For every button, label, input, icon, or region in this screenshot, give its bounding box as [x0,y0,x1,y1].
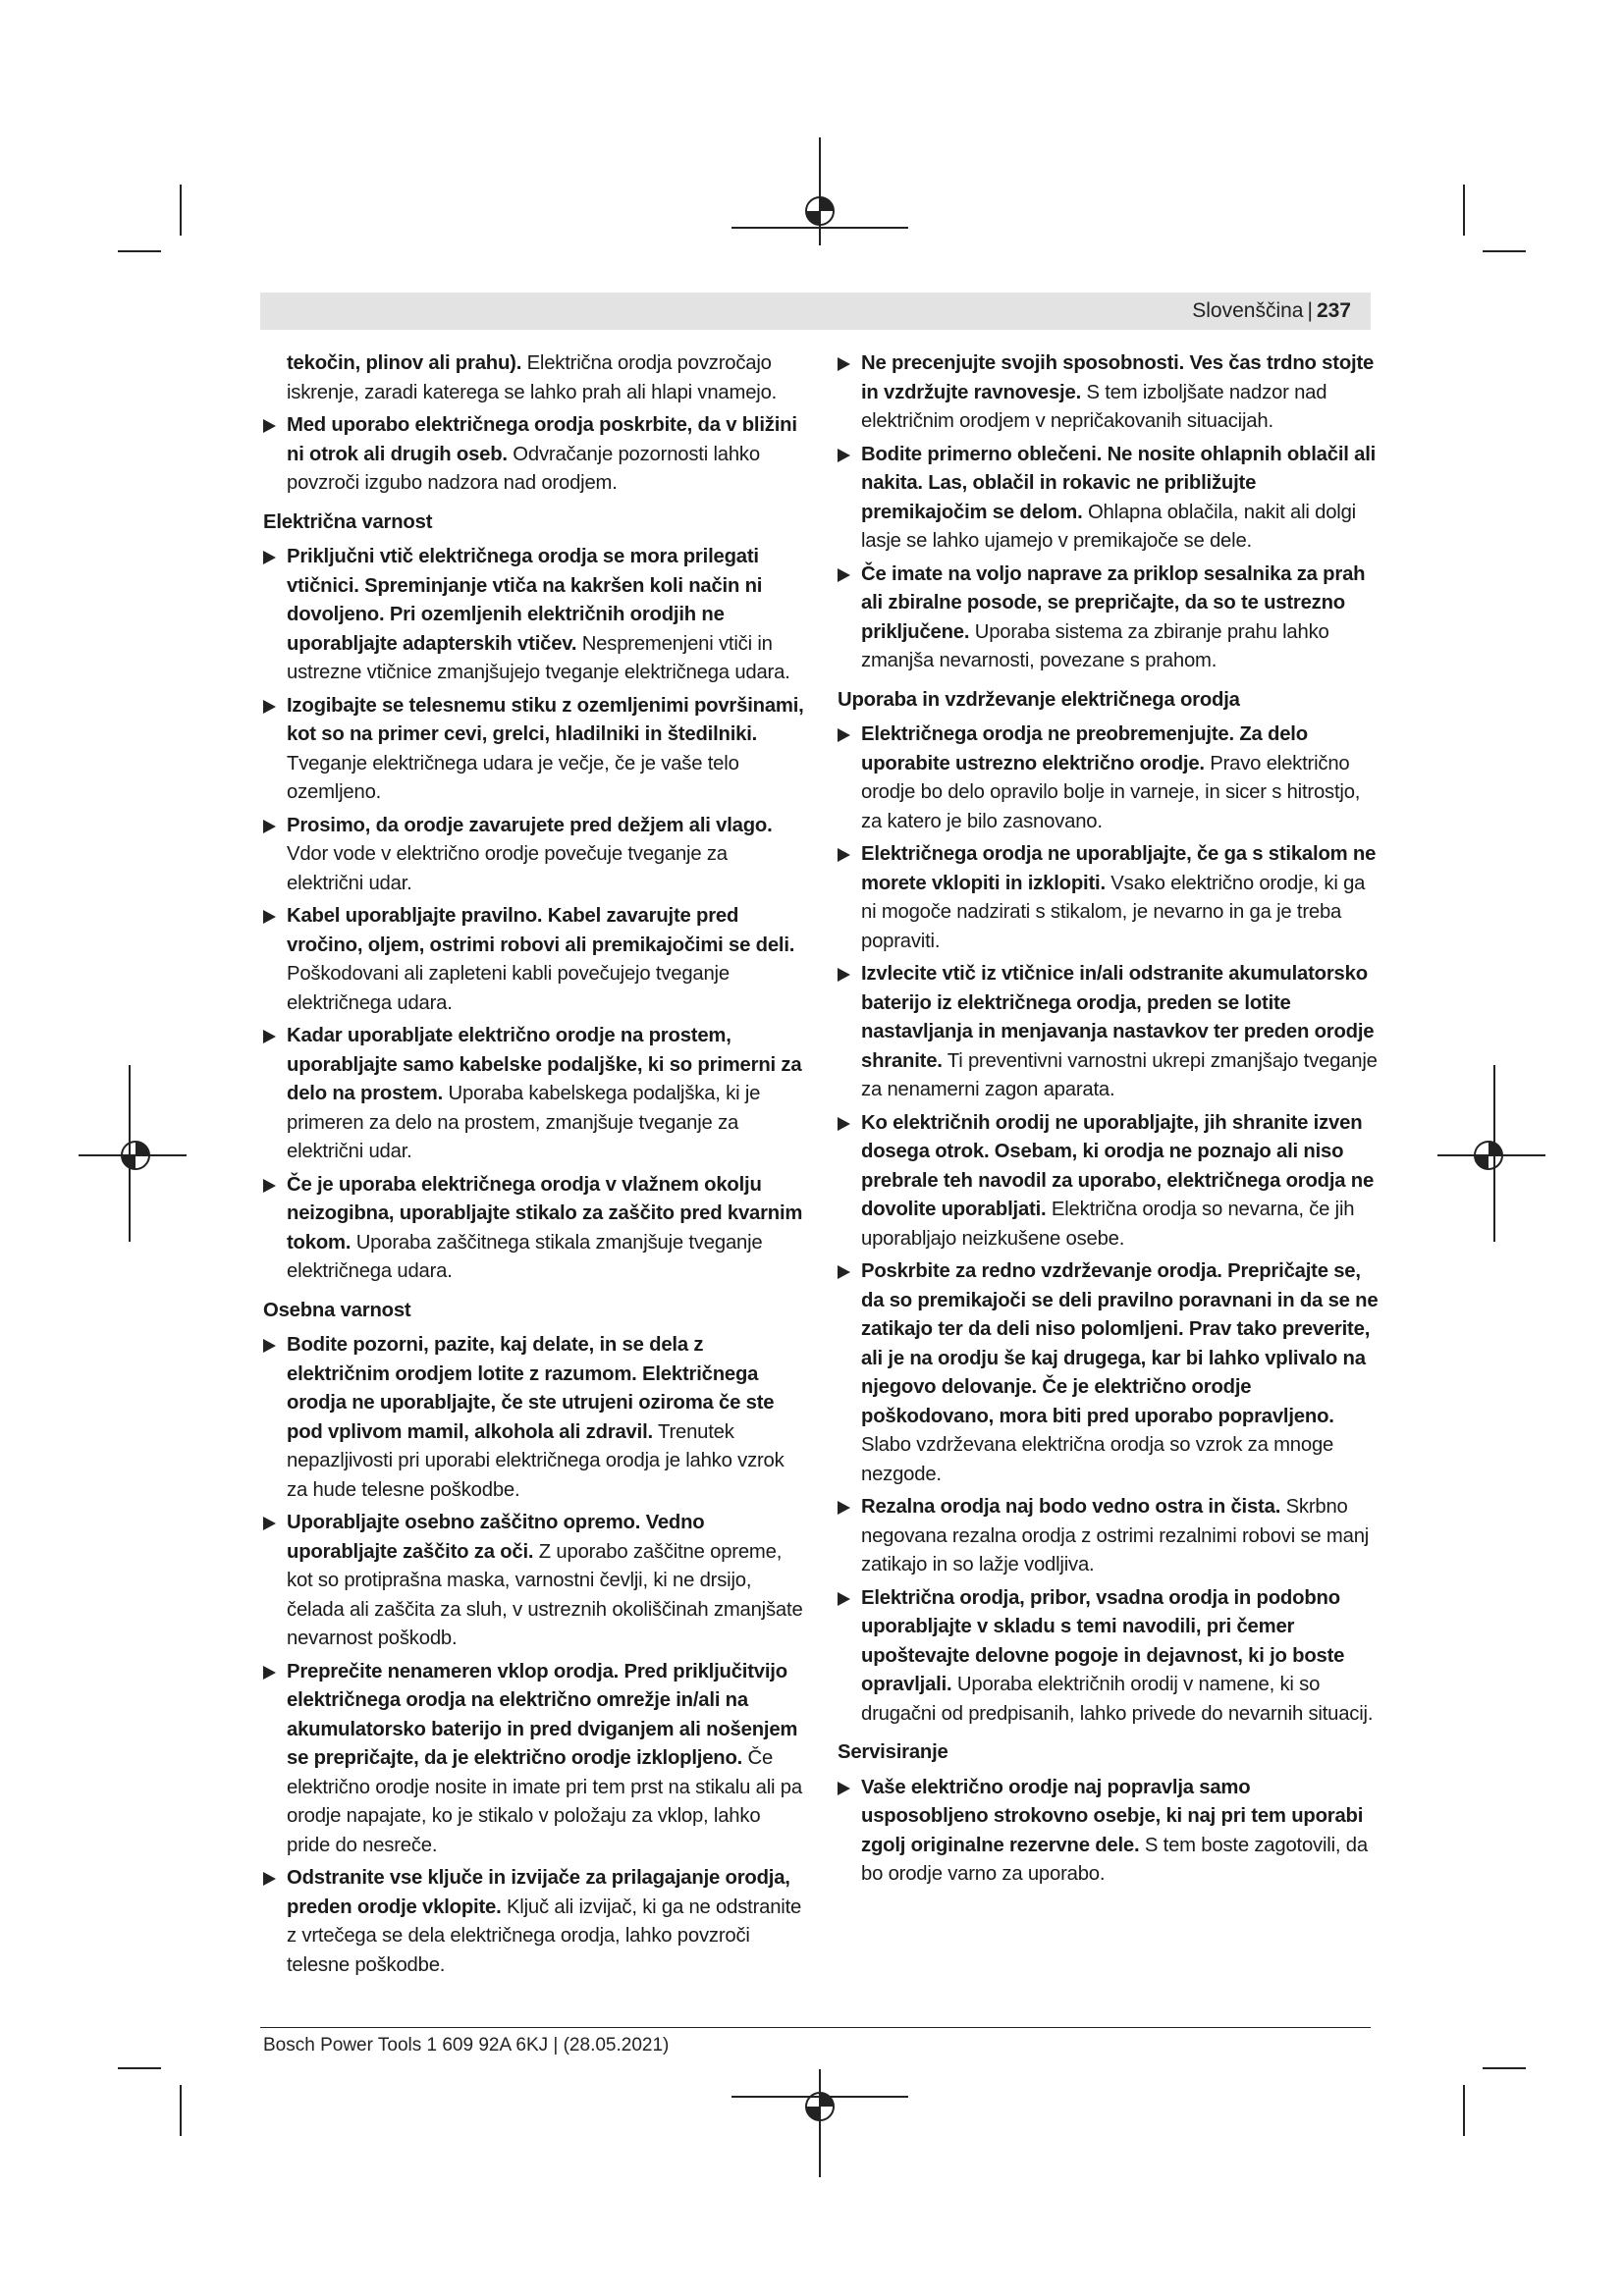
right-column [838,349,1382,1894]
left-intro-items [263,411,808,499]
body-text: Če električno orodje nosite in imate pri tem prst na stikalu ali pa orodje napajate, ko je stikalo v položaju za vklop, lahko pride do nesreče. [287,1747,802,1856]
bullet-arrow-icon [263,1666,276,1680]
bullet-arrow-icon [263,1179,276,1193]
footer-text: Bosch Power Tools 1 609 92A 6KJ | (28.05.2021) [263,2035,670,2056]
body-text: Električna orodja so nevarna, če jih uporabljajo neizkušene osebe. [861,1199,1355,1250]
bold-lead: Poskrbite za redno vzdrževanje orodja. Prepričajte se, da so premikajoči se deli pravilno poravnani in da se ne zatikajo ter da deli niso polomljeni. Prav tako preverite, ali je na orodju še kaj drugega, kar bi lahko vplivalo na njegovo delovanje. Če je električno orodje poškodovano, mora biti pred uporabo popravljeno. [861,1260,1379,1427]
body-text: Uporaba kabelskega podaljška, ki je primeren za delo na prostem, zmanjšuje tveganje za električni udar. [287,1083,761,1162]
registration-mark-left [79,1065,187,1242]
crop-mark [1463,2085,1465,2136]
bullet-item [263,692,808,808]
bullet-item [263,1171,808,1287]
body-text: Uporaba zaščitnega stikala zmanjšuje tveganje električnega udara. [287,1231,763,1282]
bold-lead: Priključni vtič električnega orodja se mora prilegati vtičnici. Spreminjanje vtiča na kakršen koli način ni dovoljeno. Pri ozemljenih električnih orodjih ne uporabljajte adapterskih vtičev. [287,546,763,655]
bold-lead: Rezalna orodja naj bodo vedno ostra in čista. [861,1496,1281,1518]
personal-items [263,1331,808,1980]
bullet-arrow-icon [263,1339,276,1353]
section-heading-electric: Električna varnost [263,510,433,533]
bold-lead: Preprečite nenameren vklop orodja. Pred priključitvijo električnega orodja na električno omrežje in/ali na akumulatorsko baterijo in pred dviganjem ali nošenjem se prepričajte, da je električno orodje izklopljeno. [287,1660,798,1769]
bold-lead: Kabel uporabljajte pravilno. Kabel zavarujte pred vročino, oljem, ostrimi robovi ali premikajočimi se deli. [287,905,795,956]
body-text: Pravo električno orodje bo delo opravilo bolje in varneje, in sicer s hitrostjo, za katero je bilo zasnovano. [861,752,1361,832]
bold-lead: Vaše električno orodje naj popravlja samo usposobljeno strokovno osebje, ki naj pri tem uporabi zgolj originalne rezervne dele. [861,1776,1364,1856]
header-label [1192,298,1351,324]
use-items [838,721,1382,1729]
body-text: Vsako električno orodje, ki ga ni mogoče nadzirati s stikalom, je nevarno in ga je treba popraviti. [861,872,1366,952]
bold-lead: Prosimo, da orodje zavarujete pred dežjem ali vlago. [287,814,773,836]
bullet-item [838,441,1382,557]
bullet-item [263,902,808,1018]
bullet-item [838,840,1382,956]
bullet-item [263,1864,808,1980]
section-heading-use: Uporaba in vzdrževanje električnega orodja [838,688,1240,711]
bullet-item [263,543,808,688]
body-text: Ohlapna oblačila, nakit ali dolgi lasje se lahko ujamejo v premikajoče se dele. [861,501,1356,552]
left-column [263,349,808,1984]
body-text: Uporaba električnih orodij v namene, ki so drugačni od predpisanih, lahko privede do nevarnih situacij. [861,1674,1374,1725]
body-text: Električna orodja povzročajo iskrenje, zaradi katerega se lahko prah ali hlapi vnamejo. [287,352,778,403]
body-text: Odvračanje pozornosti lahko povzroči izgubo nadzora nad orodjem. [287,443,760,494]
bullet-arrow-icon [263,551,276,564]
body-text: Tveganje električnega udara je večje, če je vaše telo ozemljeno. [287,752,739,803]
paragraph [287,349,808,407]
bullet-arrow-icon [838,1501,850,1515]
bullet-item [263,1331,808,1505]
bullet-item [263,411,808,499]
bullet-item [838,1109,1382,1255]
bullet-item [263,812,808,899]
section-heading-service: Servisiranje [838,1741,948,1763]
bold-lead: Električnega orodja ne uporabljajte, če ga s stikalom ne morete vklopiti in izklopiti. [861,843,1377,894]
bullet-item [838,960,1382,1105]
bullet-arrow-icon [838,1782,850,1795]
body-text: S tem boste zagotovili, da bo orodje varno za uporabo. [861,1834,1368,1885]
crop-mark [1483,250,1526,252]
registration-mark-bottom [731,2069,908,2177]
header-separator: | [1307,299,1313,322]
bold-lead: Uporabljajte osebno zaščitno opremo. Vedno uporabljajte zaščito za oči. [287,1512,705,1563]
bold-lead: Električnega orodja ne preobremenjujte. Za delo uporabite ustrezno električno orodje. [861,723,1308,774]
body-text: Vdor vode v električno orodje povečuje tveganje za električni udar. [287,843,728,894]
bullet-arrow-icon [838,1592,850,1606]
bullet-arrow-icon [838,728,850,742]
bold-lead: Električna orodja, pribor, vsadna orodja in podobno uporabljajte v skladu s temi navodili, pri čemer upoštevajte delovne pogoje in dejavnost, ki jo boste opravljali. [861,1586,1345,1695]
electric-items [263,543,808,1287]
crop-mark [1463,185,1465,236]
bullet-arrow-icon [838,568,850,582]
bullet-arrow-icon [263,820,276,833]
bold-lead: Kadar uporabljate električno orodje na prostem, uporabljajte samo kabelske podaljške, ki so primerni za delo na prostem. [287,1025,802,1104]
crop-mark [1483,2067,1526,2069]
bold-lead: Izvlecite vtič iz vtičnice in/ali odstranite akumulatorsko baterijo iz električnega orodja, preden se lotite nastavljanja in menjavanja nastavkov ter preden orodje shranite. [861,963,1375,1072]
crop-mark [180,185,182,236]
bullet-arrow-icon [263,1517,276,1530]
bullet-item [838,1493,1382,1580]
body-text: Poškodovani ali zapleteni kabli povečujejo tveganje električnega udara. [287,963,730,1014]
body-text: Ti preventivni varnostni ukrepi zmanjšajo tveganje za nenamerni zagon aparata. [861,1049,1378,1100]
bold-lead: Ko električnih orodij ne uporabljajte, jih shranite izven dosega otrok. Osebam, ki orodja ne poznajo ali niso prebrale teh navodil za uporabo, električnega orodja ne dovolite uporabljati. [861,1111,1375,1220]
bold-lead: Odstranite vse ključe in izvijače za prilagajanje orodja, preden orodje vklopite. [287,1867,790,1918]
right-intro-items [838,349,1382,676]
crop-mark [180,2085,182,2136]
bullet-arrow-icon [263,700,276,714]
bullet-item [263,1658,808,1861]
bullet-item [838,561,1382,676]
bold-lead: Če imate na voljo naprave za priklop sesalnika za prah ali zbiralne posode, se prepričajte, da so te ustrezno priključene. [861,562,1366,643]
body-text: Trenutek nepazljivosti pri uporabi električnega orodja je lahko vzrok za hude telesne poškodbe. [287,1420,785,1501]
body-text: Z uporabo zaščitne opreme, kot so protiprašna maska, varnostni čevlji, ki ne drsijo, čelada ali zaščita za sluh, v ustreznih okoliščinah zmanjšate nevarnost poškodb. [287,1540,803,1649]
section-heading-personal: Osebna varnost [263,1299,411,1321]
bullet-item [838,1584,1382,1730]
bullet-arrow-icon [263,1030,276,1043]
body-text: Skrbno negovana rezalna orodja z ostrimi rezalnimi robovi se manj zatikajo in so lažje vodljiva. [861,1496,1370,1575]
body-text: Uporaba sistema za zbiranje prahu lahko zmanjša nevarnosti, povezane s prahom. [861,620,1329,671]
bold-lead: Ne precenjujte svojih sposobnosti. Ves čas trdno stojte in vzdržujte ravnovesje. [861,352,1375,403]
bullet-arrow-icon [838,848,850,862]
bold-lead: tekočin, plinov ali prahu). [287,352,522,374]
bold-lead: Bodite pozorni, pazite, kaj delate, in se dela z električnim orodjem lotite z razumom. Električnega orodja ne uporabljajte, če ste utrujeni oziroma če ste pod vplivom mamil, alkohola ali zdravil. [287,1334,775,1443]
bullet-item [838,1774,1382,1890]
bold-lead: Med uporabo električnega orodja poskrbite, da v bližini ni otrok ali drugih oseb. [287,414,797,465]
bold-lead: Bodite primerno oblečeni. Ne nosite ohlapnih oblačil ali nakita. Las, oblačil in rokavic ne približujte premikajočim se delom. [861,443,1377,523]
left-intro [263,349,808,407]
body-text: Nespremenjeni vtiči in ustrezne vtičnice zmanjšujejo tveganje električnega udara. [287,632,790,683]
bullet-item [838,349,1382,437]
bullet-arrow-icon [838,449,850,462]
bullet-arrow-icon [263,419,276,433]
service-items [838,1774,1382,1890]
bullet-item [838,721,1382,836]
bullet-arrow-icon [838,968,850,982]
registration-mark-right [1437,1065,1545,1242]
bullet-arrow-icon [838,1265,850,1279]
bold-lead: Če je uporaba električnega orodja v vlažnem okolju neizogibna, uporabljajte stikalo za zaščito pred kvarnim tokom. [287,1173,803,1254]
bullet-arrow-icon [838,1117,850,1131]
bullet-arrow-icon [263,1872,276,1886]
bullet-item [838,1257,1382,1489]
body-text: Ključ ali izvijač, ki ga ne odstranite z vrtečega se dela električnega orodja, lahko povzroči telesne poškodbe. [287,1896,802,1976]
crop-mark [118,250,161,252]
registration-mark-top [731,137,908,245]
body-text: Slabo vzdrževana električna orodja so vzrok za mnoge nezgode. [861,1434,1334,1485]
page-header [260,293,1371,330]
bullet-item [263,1509,808,1654]
footer-rule [260,2027,1371,2028]
bullet-item [263,1022,808,1167]
crop-mark [118,2067,161,2069]
body-text: S tem izboljšate nadzor nad električnim orodjem v nepričakovanih situacijah. [861,381,1327,432]
bullet-arrow-icon [263,910,276,924]
bold-lead: Izogibajte se telesnemu stiku z ozemljenimi površinami, kot so na primer cevi, grelci, hladilniki in štedilniki. [287,694,804,745]
page-number: 237 [1316,299,1351,322]
bullet-arrow-icon [838,357,850,371]
header-language: Slovenščina [1192,299,1304,322]
